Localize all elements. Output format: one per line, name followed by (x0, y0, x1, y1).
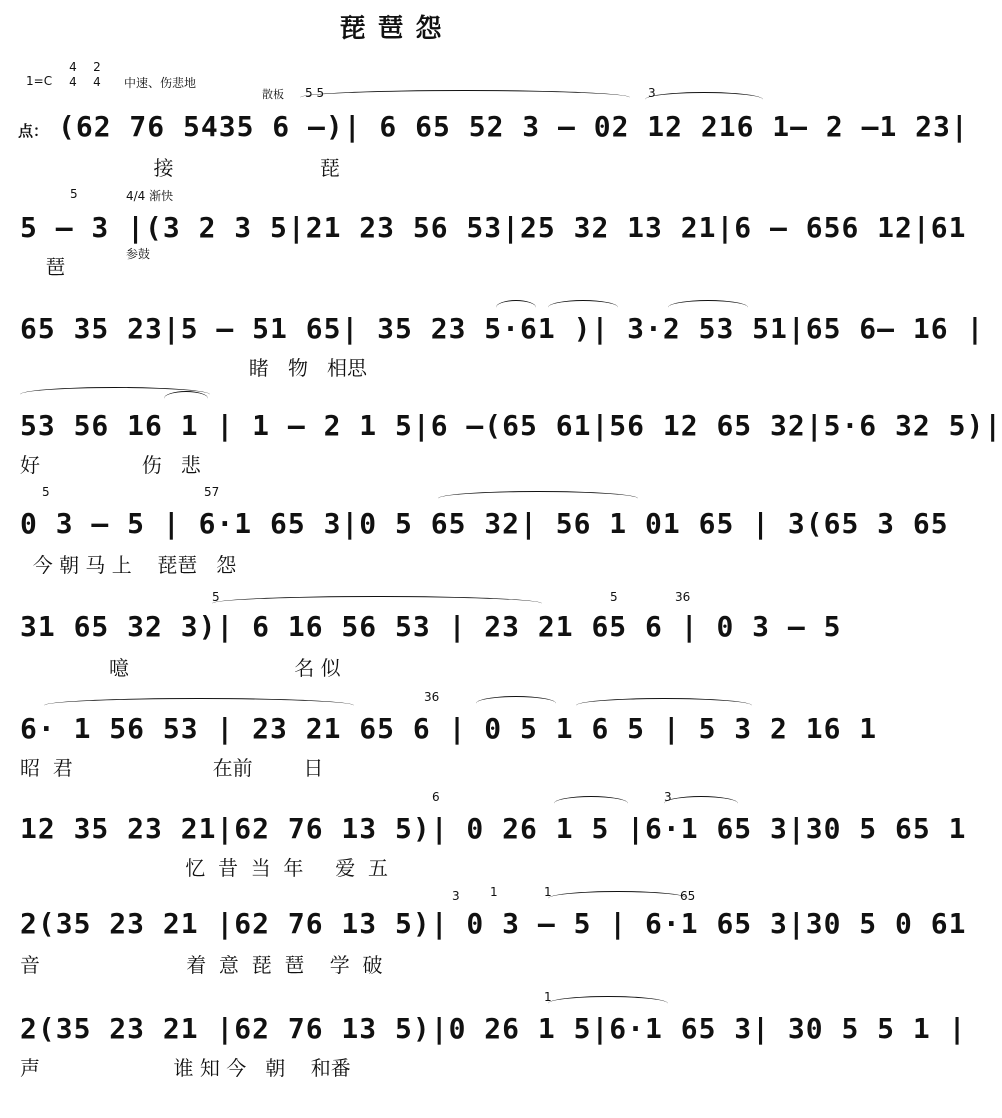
meter-one-bottom: 4 (69, 75, 77, 89)
meter-two (90, 60, 104, 90)
grace-mark: 5 (42, 485, 50, 499)
slur (438, 491, 638, 506)
meter-two-top: 2 (93, 60, 101, 74)
percussion-mark: 参鼓 (126, 247, 151, 261)
triplet-mark: 3 (664, 790, 672, 804)
grace-mark: 65 (680, 889, 696, 903)
lyrics-line: 今 朝 马 上 琵琶 怨 (20, 553, 237, 577)
grace-mark: 6 (432, 790, 440, 804)
grace-mark: 1 (490, 885, 498, 899)
lyrics-line: 睹 物 相思 (20, 356, 368, 380)
lyrics-line: 噫 名 似 (20, 656, 341, 680)
grace-mark: 5 5 (305, 86, 325, 100)
notes-line: (62 76 5435 6 –)| 6 65 52 3 – 02 12 216 1– 2 –1 23| (58, 110, 969, 143)
grace-mark: 1 (544, 990, 552, 1004)
slur (164, 391, 208, 406)
lyrics-line: 忆 昔 当 年 爱 五 (20, 856, 388, 880)
slur (645, 92, 763, 107)
grace-mark: 5 (70, 187, 78, 201)
lyrics-line: 琶 (20, 255, 66, 279)
triplet-mark: 3 (648, 86, 656, 100)
notes-line: 53 56 16 1 | 1 – 2 1 5|6 –(65 61|56 12 65 32|5·6 32 5)| (20, 409, 1002, 442)
lyrics-line: 昭 君 在前 日 (20, 756, 324, 780)
tempo-marking: 中速、伤悲地 (124, 76, 197, 90)
slur (548, 996, 668, 1011)
grace-mark: 3 (452, 889, 460, 903)
notes-line: 65 35 23|5 – 51 65| 35 23 5·61 )| 3·2 53 51|65 6– 16 | (20, 312, 985, 345)
slur (576, 698, 752, 713)
grace-mark: 5 (610, 590, 618, 604)
notes-line: 31 65 32 3)| 6 16 56 53 | 23 21 65 6 | 0 3 – 5 (20, 610, 842, 643)
grace-mark: 36 (424, 690, 440, 704)
dian-label: 点： (18, 122, 49, 140)
lyrics-line: 音 着 意 琵 琶 学 破 (20, 953, 383, 977)
key-signature: 1=C (26, 74, 53, 88)
grace-mark: 57 (204, 485, 220, 499)
slur (548, 891, 688, 906)
notes-line: 0 3 – 5 | 6·1 65 3|0 5 65 32| 56 1 01 65 | 3(65 3 65 (20, 507, 949, 540)
slur (664, 796, 738, 811)
meter-one-top: 4 (69, 60, 77, 74)
notes-line: 5 – 3 |(3 2 3 5|21 23 56 53|25 32 13 21|6 – 656 12|61 (20, 211, 967, 244)
slur (476, 696, 556, 711)
lyrics-line: 接 琵 (20, 156, 340, 180)
notes-line: 12 35 23 21|62 76 13 5)| 0 26 1 5 |6·1 65 3|30 5 65 1 (20, 812, 967, 845)
meter-two-bottom: 4 (93, 75, 101, 89)
slur (44, 698, 354, 713)
tempo-change-mark: 4/4 渐快 (126, 189, 174, 203)
sanban-marking: 散板 (262, 88, 284, 101)
grace-mark: 36 (675, 590, 691, 604)
score-title: 琵琶怨 (339, 14, 454, 44)
slur (554, 796, 628, 811)
notes-line: 6· 1 56 53 | 23 21 65 6 | 0 5 1 6 5 | 5 3 2 16 1 (20, 712, 878, 745)
lyrics-line: 好 伤 悲 (20, 453, 201, 477)
slur (212, 596, 542, 611)
notes-line: 2(35 23 21 |62 76 13 5)|0 26 1 5|6·1 65 3| 30 5 5 1 | (20, 1012, 967, 1045)
lyrics-line: 声 谁 知 今 朝 和番 (20, 1056, 351, 1080)
grace-mark: 5 (212, 590, 220, 604)
meter-one (66, 60, 80, 90)
grace-mark: 1 (544, 885, 552, 899)
slur (300, 90, 630, 105)
notes-line: 2(35 23 21 |62 76 13 5)| 0 3 – 5 | 6·1 65 3|30 5 0 61 (20, 907, 967, 940)
